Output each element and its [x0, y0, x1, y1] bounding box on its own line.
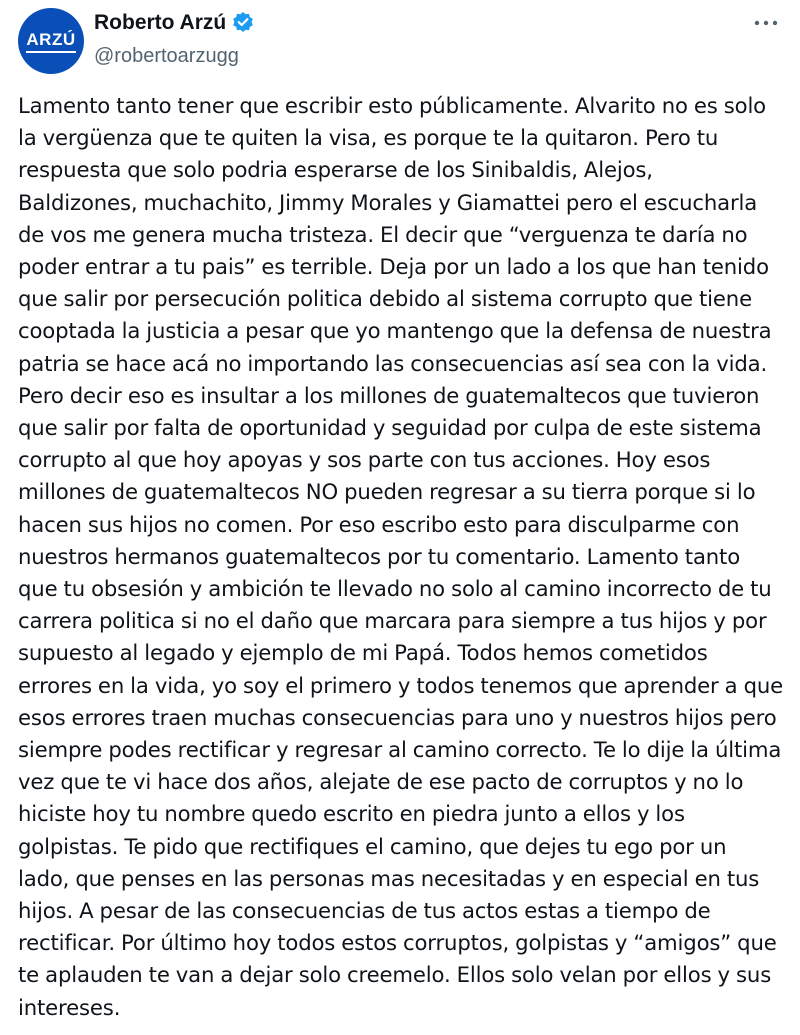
- author-handle[interactable]: @robertoarzugg: [94, 45, 239, 67]
- avatar[interactable]: [18, 8, 84, 74]
- avatar-logo-text: ARZÚ: [26, 30, 75, 53]
- tweet-body-text: Lamento tanto tener que escribir esto públicamente. Alvarito no es solo la vergüenza que te quiten la visa, es porque te la quitaron. Pero tu respuesta que solo podria esperarse de los Sinibaldis, Alejos, Baldizones, muchachito, Jimmy Morales y Giamattei pero el escucharla de vos me genera mucha tristeza. El decir que “verguenza te daría no poder entrar a tu pais” es terrible. Deja por un lado a los que han tenido que salir por persecución politica debido al sistema corrupto que tiene cooptada la justicia a pesar que yo mantengo que la defensa de nuestra patria se hace acá no importando las consecuencias así sea con la vida. Pero decir eso es insultar a los millones de guatemaltecos que tuvieron que salir por falta de oportunidad y seguidad por culpa de este sistema corrupto al que hoy apoyas y sos parte con tus acciones. Hoy esos millones de guatemaltecos NO pueden regresar a su tierra porque si lo hacen sus hijos no comen. Por eso escribo esto para disculparme con nuestros hermanos guatemaltecos por tu comentario. Lamento tanto que tu obsesión y ambición te llevado no solo al camino incorrecto de tu carrera politica si no el daño que marcara para siempre a tus hijos y por supuesto al legado y ejemplo de mi Papá. Todos hemos cometidos errores en la vida, yo soy el primero y todos tenemos que aprender a que esos errores traen muchas consecuencias para uno y nuestros hijos pero siempre podes rectificar y regresar al camino correcto. Te lo dije la última vez que te vi hace dos años, alejate de ese pacto de corruptos y no lo hiciste hoy tu nombre quedo escrito en piedra junto a ellos y los golpistas. Te pido que rectifiques el camino, que dejes tu ego por un lado, que penses en las personas mas necesitadas y en especial en tus hijos. A pesar de las consecuencias de tus actos estas a tiempo de rectificar. Por último hoy todos estos corruptos, golpistas y “amigos” que te aplauden te van a dejar solo creemelo. Ellos solo velan por ellos y sus intereses.: [18, 93, 784, 1020]
- author-display-name[interactable]: Roberto Arzú: [94, 10, 227, 34]
- author-name-row: [94, 11, 254, 33]
- verified-badge-icon: [232, 11, 254, 33]
- more-options-icon[interactable]: [754, 18, 778, 28]
